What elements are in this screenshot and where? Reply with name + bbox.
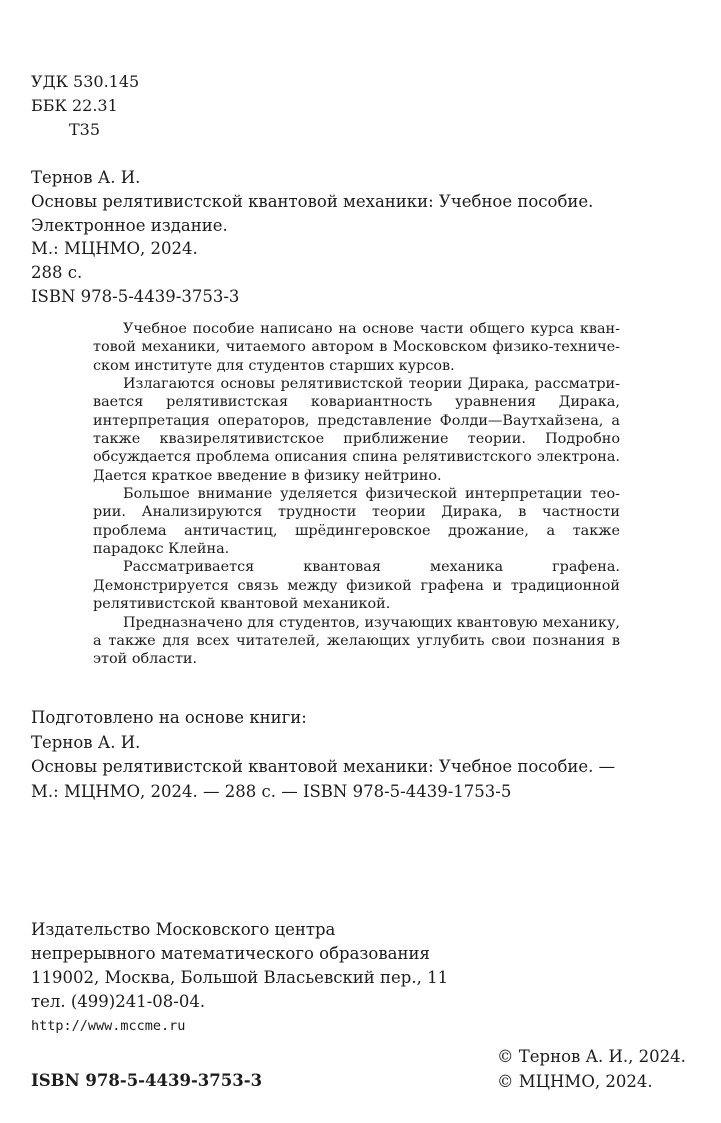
annotation-paragraph: Рассматривается квантовая механика графена. Демонстрируется связь между физикой графена и традиционной релятивистской квантовой механикой. (93, 559, 620, 613)
publisher-info (31, 918, 448, 1038)
copyright-author: © Тернов А. И., 2024. (497, 1047, 686, 1066)
source-imprint: М.: МЦНМО, 2024. — 288 с. — ISBN 978-5-4439-1753-5 (31, 781, 512, 801)
source-title: Основы релятивистской квантовой механики: Учебное пособие. — (31, 757, 616, 776)
book-pages: 288 с. (31, 263, 83, 283)
book-title: Основы релятивистской квантовой механики: Учебное пособие. (31, 191, 594, 211)
annotation-paragraph: Предназначено для студентов, изучающих квантовую механику, а также для всех читателей, желающих углубить свои познания в этой области. (93, 614, 620, 668)
author-mark: Т35 (69, 120, 101, 139)
annotation-paragraph: Излагаются основы релятивистской теории Дирака, рассматривается релятивистская ковариантность уравнения Дирака, интерпретация операторов, представление Фолди—Ваутхайзена, а также квазирелятивистское приближение теории. Подробно обсуждается проблема описания спина релятивистского электрона. Дается краткое введение в физику нейтрино. (93, 376, 620, 484)
annotation-paragraph: Учебное пособие написано на основе части общего курса квантовой механики, читаемого автором в Московском физико-техническом институте для студентов старших курсов. (93, 321, 620, 374)
annotation (93, 320, 620, 669)
book-edition: Электронное издание. (31, 215, 228, 235)
source-book-note (31, 706, 615, 804)
footer-isbn: ISBN 978-5-4439-3753-3 (31, 1071, 263, 1090)
book-author: Тернов А. И. (31, 168, 141, 187)
source-author: Тернов А. И. (31, 732, 141, 752)
publisher-name-line1: Издательство Московского центра (31, 920, 336, 939)
classification-block (31, 70, 139, 142)
book-imprint: М.: МЦНМО, 2024. (31, 239, 198, 259)
publisher-phone: тел. (499)241-08-04. (31, 992, 206, 1011)
bibliographic-record (31, 166, 593, 309)
book-isbn: ISBN 978-5-4439-3753-3 (31, 286, 240, 306)
annotation-paragraph: Большое внимание уделяется физической интерпретации теории. Анализируются трудности теории Дирака, в частности проблема античастиц, шрёдингеровское дрожание, а также парадокс Клейна. (93, 486, 620, 558)
publisher-address: 119002, Москва, Большой Власьевский пер., 11 (31, 968, 449, 987)
publisher-name-line2: непрерывного математического образования (31, 944, 430, 963)
copyright-block (497, 1045, 686, 1094)
udk-code: УДК 530.145 (31, 72, 140, 91)
source-intro: Подготовлено на основе книги: (31, 708, 307, 727)
publisher-url-link[interactable]: http://www.mccme.ru (31, 1018, 186, 1034)
copyright-publisher: © МЦНМО, 2024. (497, 1071, 653, 1091)
bbk-code: ББК 22.31 (31, 96, 118, 115)
